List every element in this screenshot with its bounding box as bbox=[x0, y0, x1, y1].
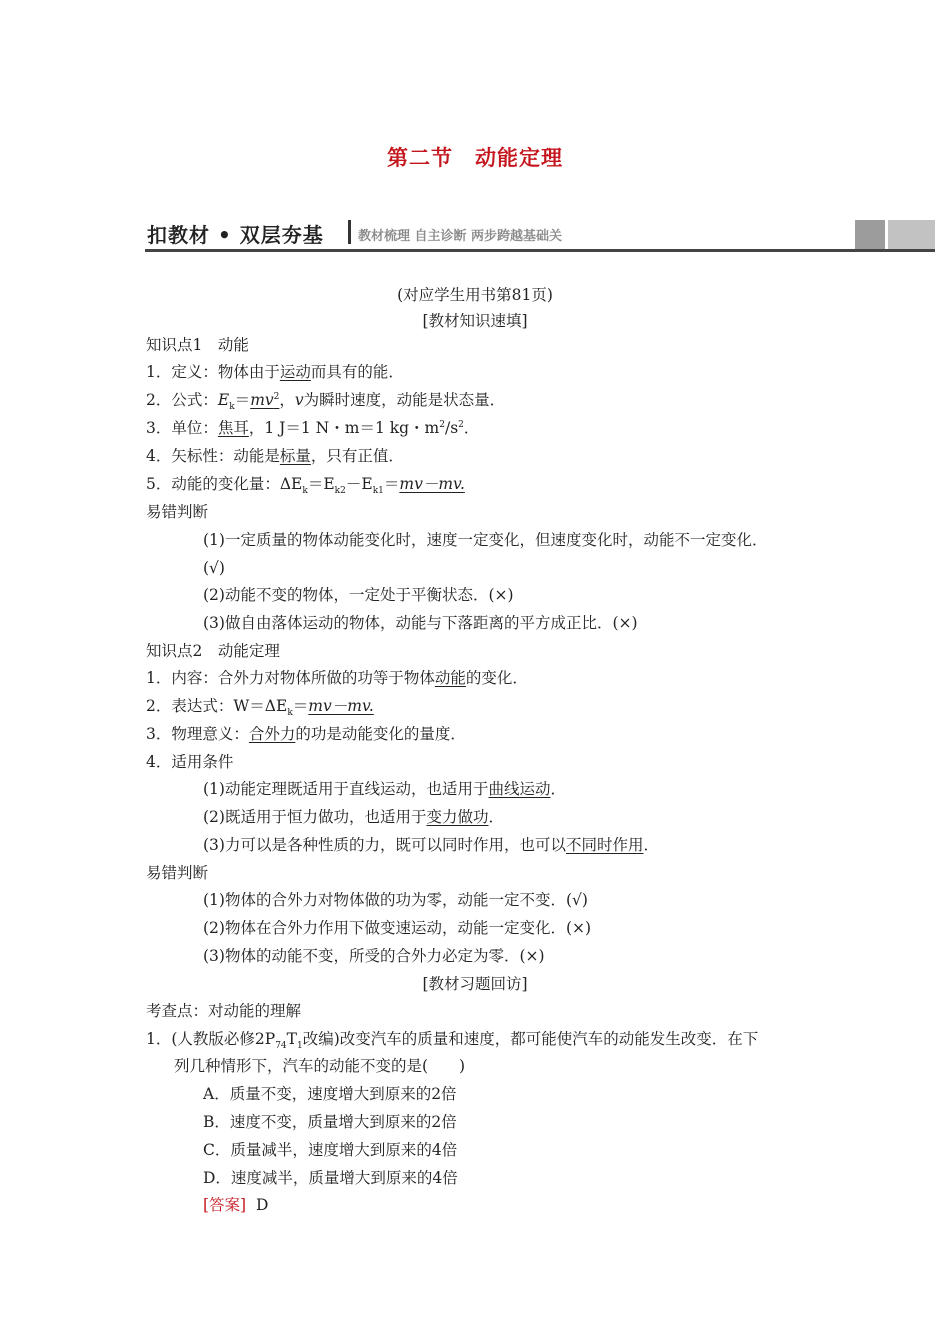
judge2-item-2: (2)物体在合外力作用下做变速运动，动能一定变化．(×) bbox=[203, 919, 592, 937]
kp1-line-5: 5．动能的变化量：$\Delta E_k=E_{k2}-E_{k1}=mv-mv$. bbox=[146, 475, 465, 497]
question-1-line-2: 列几种情形下，汽车的动能不变的是( ) bbox=[174, 1057, 466, 1075]
page-title: 第二节 动能定理 bbox=[387, 146, 563, 170]
banner-block-light bbox=[888, 220, 935, 249]
answer-value: D bbox=[255, 1196, 269, 1214]
kp2-line-3: 3．物理意义：合外力的功是动能变化的量度． bbox=[146, 725, 466, 743]
banner-block-dark bbox=[855, 220, 885, 249]
banner-divider bbox=[348, 220, 351, 244]
kp1-line-2: 2．公式：$E_k=mv^2$，v为瞬时速度，动能是状态量． bbox=[146, 391, 506, 413]
kp2-line-4: 4．适用条件 bbox=[146, 753, 234, 771]
answer-line bbox=[203, 1194, 268, 1216]
kp2-sub-1: (1)动能定理既适用于直线运动，也适用于曲线运动． bbox=[203, 780, 566, 798]
judge2-item-3: (3)物体的动能不变，所受的合外力必定为零．(×) bbox=[203, 947, 545, 965]
option-d: D．速度减半，质量增大到原来的4倍 bbox=[203, 1169, 458, 1187]
judge2-item-1: (1)物体的合外力对物体做的功为零，动能一定不变．(√) bbox=[203, 891, 588, 909]
kp2-heading: 知识点2 动能定理 bbox=[146, 642, 280, 660]
page-reference: (对应学生用书第81页) bbox=[397, 286, 553, 304]
judge1-item-1: (1)一定质量的物体动能变化时，速度一定变化，但速度变化时，动能不一定变化． bbox=[203, 531, 768, 549]
judge2-heading: 易错判断 bbox=[146, 864, 209, 882]
judge1-item-2: (2)动能不变的物体，一定处于平衡状态．(×) bbox=[203, 586, 514, 604]
section-heading-exercises: [教材习题回访] bbox=[422, 975, 528, 993]
kp2-line-1: 1．内容：合外力对物体所做的功等于物体动能的变化． bbox=[146, 669, 528, 687]
kp2-line-2: 2．表达式：$W=\Delta E_k=mv-mv$. bbox=[146, 697, 374, 719]
judge1-heading: 易错判断 bbox=[146, 503, 209, 521]
kp2-sub-2: (2)既适用于恒力做功，也适用于变力做功． bbox=[203, 808, 504, 826]
banner-title: 扣教材 • 双层夯基 bbox=[147, 223, 324, 247]
option-b: B．速度不变，质量增大到原来的2倍 bbox=[203, 1113, 457, 1131]
kp1-heading: 知识点1 动能 bbox=[146, 336, 249, 354]
section-heading-knowledge: [教材知识速填] bbox=[422, 312, 528, 330]
judge1-item-1-mark: (√) bbox=[203, 559, 225, 577]
exam-point: 考查点：对动能的理解 bbox=[146, 1002, 302, 1020]
kp1-line-1: 1．定义：物体由于运动而具有的能． bbox=[146, 363, 404, 381]
kp1-line-4: 4．矢标性：动能是标量，只有正值． bbox=[146, 447, 404, 465]
answer-label: [答案] bbox=[203, 1196, 247, 1214]
section-banner bbox=[145, 216, 935, 252]
kp1-line-3: 3．单位：焦耳，1 J＝1 N・m＝1 kg・$m^2/s^2$． bbox=[146, 419, 480, 437]
option-c: C．质量减半，速度增大到原来的4倍 bbox=[203, 1141, 458, 1159]
option-a: A．质量不变，速度增大到原来的2倍 bbox=[203, 1085, 457, 1103]
kp2-sub-3: (3)力可以是各种性质的力，既可以同时作用，也可以不同时作用． bbox=[203, 836, 659, 854]
banner-rule bbox=[145, 249, 935, 252]
judge1-item-3: (3)做自由落体运动的物体，动能与下落距离的平方成正比．(×) bbox=[203, 614, 638, 632]
question-1-line-1: 1．(人教版必修$2P_{74}T_1$改编)改变汽车的质量和速度，都可能使汽车的动能发生改变．在下 bbox=[146, 1030, 759, 1052]
banner-subtitle: 教材梳理 自主诊断 两步跨越基础关 bbox=[358, 229, 563, 244]
